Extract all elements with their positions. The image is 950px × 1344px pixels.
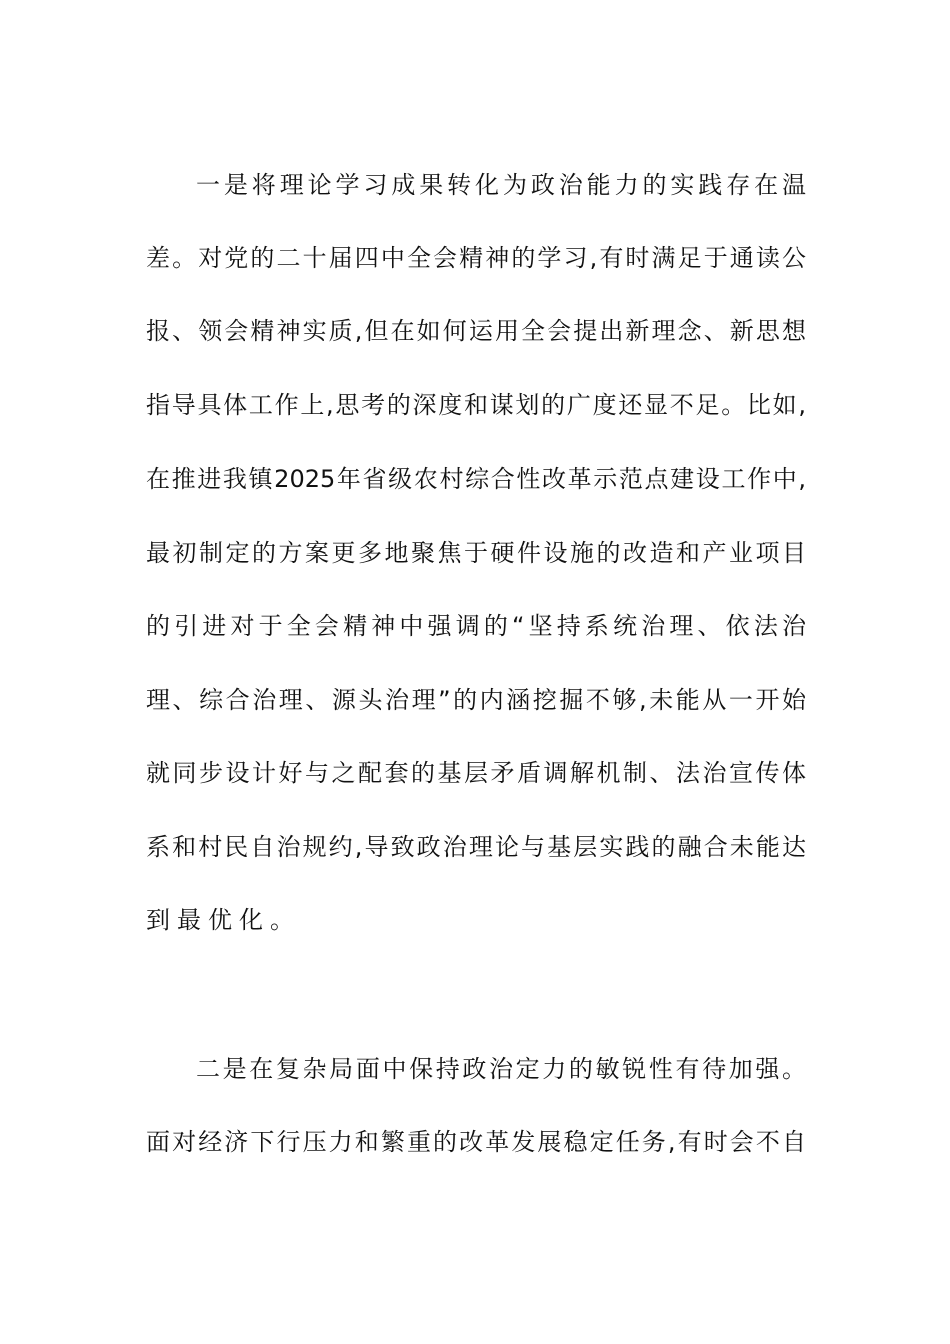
text-line: 报、领会精神实质,但在如何运用全会提出新理念、新思想: [146, 317, 806, 345]
text-line: 理、综合治理、源头治理”的内涵挖掘不够,未能从一开始: [146, 686, 806, 714]
text-line: 指导具体工作上,思考的深度和谋划的广度还显不足。比如,: [146, 391, 806, 419]
text-line: 二是在复杂局面中保持政治定力的敏锐性有待加强。: [196, 1055, 806, 1083]
text-line: 到最优化。: [146, 906, 301, 934]
text-line: 的引进对于全会精神中强调的“坚持系统治理、依法治: [146, 612, 806, 640]
text-line: 就同步设计好与之配套的基层矛盾调解机制、法治宣传体: [146, 759, 806, 787]
text-line: 在推进我镇2025年省级农村综合性改革示范点建设工作中,: [146, 465, 806, 493]
text-line: 差。对党的二十届四中全会精神的学习,有时满足于通读公: [146, 244, 806, 272]
text-line: 面对经济下行压力和繁重的改革发展稳定任务,有时会不自: [146, 1128, 806, 1156]
text-line: 一是将理论学习成果转化为政治能力的实践存在温: [196, 171, 806, 199]
text-line: 最初制定的方案更多地聚焦于硬件设施的改造和产业项目: [146, 539, 806, 567]
text-line: 系和村民自治规约,导致政治理论与基层实践的融合未能达: [146, 833, 806, 861]
